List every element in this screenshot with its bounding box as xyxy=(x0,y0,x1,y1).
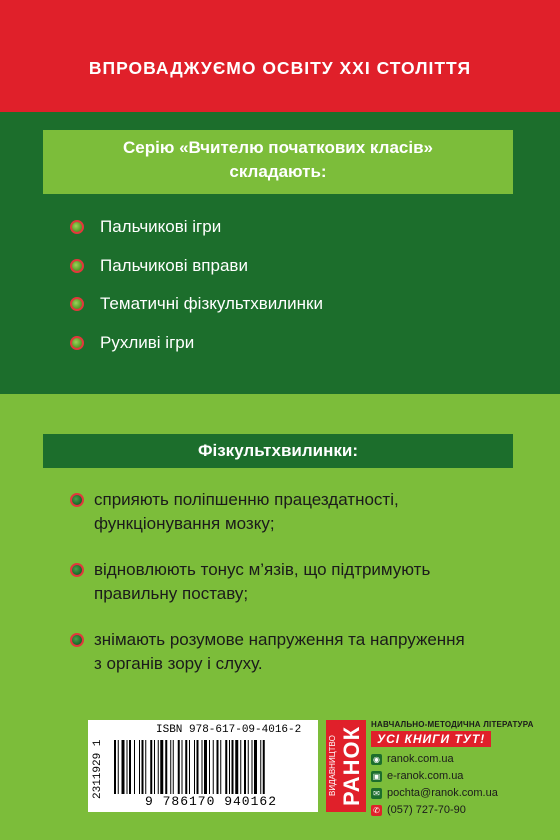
bullet-icon xyxy=(70,563,84,577)
barcode-bar xyxy=(142,740,144,794)
bullet-icon xyxy=(70,297,84,311)
publisher-contacts xyxy=(371,720,551,816)
fizkult-item-line: з органів зору і слуху. xyxy=(94,654,263,673)
series-item-label: Пальчикові вправи xyxy=(100,255,248,275)
barcode xyxy=(88,720,318,812)
barcode-bar xyxy=(254,740,257,794)
fizkult-item-line: функціонування мозку; xyxy=(94,514,275,533)
fizkult-item-text xyxy=(94,488,399,536)
mail-icon: ✉ xyxy=(371,788,382,799)
list-item xyxy=(70,208,510,247)
email-text: pochta@ranok.com.ua xyxy=(387,787,498,799)
barcode-bar xyxy=(114,740,116,794)
barcode-bar xyxy=(134,740,135,794)
fizkult-item-line: знімають розумове напруження та напруження xyxy=(94,630,465,649)
barcode-bar xyxy=(244,740,246,794)
list-item xyxy=(70,247,510,286)
barcode-bar xyxy=(185,740,187,794)
barcode-bar xyxy=(209,740,210,794)
barcode-bar xyxy=(213,740,214,794)
cover-slogan: ВПРОВАДЖУЄМО ОСВІТУ XXI СТОЛІТТЯ xyxy=(88,58,472,78)
barcode-bar xyxy=(229,740,230,794)
publisher-logo xyxy=(326,720,366,812)
publisher-small-label: ВИДАВНИЦТВО xyxy=(328,735,337,797)
barcode-bars xyxy=(112,740,310,794)
bullet-icon xyxy=(70,220,84,234)
barcode-bar xyxy=(129,740,131,794)
barcode-bar xyxy=(240,740,241,794)
literature-label: НАВЧАЛЬНО-МЕТОДИЧНА ЛІТЕРАТУРА xyxy=(371,720,534,729)
barcode-bar xyxy=(202,740,203,794)
barcode-bar xyxy=(263,740,265,794)
list-item xyxy=(70,628,530,676)
bullet-icon xyxy=(70,633,84,647)
barcode-bar xyxy=(139,740,140,794)
phone-icon: ✆ xyxy=(371,805,382,816)
bullet-icon xyxy=(70,259,84,273)
fizkult-item-text xyxy=(94,558,430,606)
barcode-bar xyxy=(122,740,125,794)
eshop-text: e-ranok.com.ua xyxy=(387,770,464,782)
barcode-bar xyxy=(165,740,167,794)
globe-icon: ◉ xyxy=(371,754,382,765)
slogan-badge: УСІ КНИГИ ТУТ! xyxy=(371,731,491,747)
barcode-bar xyxy=(160,740,163,794)
barcode-bar xyxy=(248,740,249,794)
fizkult-item-line: відновлюють тонус м’язів, що підтримують xyxy=(94,560,431,579)
barcode-bar xyxy=(150,740,152,794)
list-item xyxy=(70,285,510,324)
fizkult-item-text xyxy=(94,628,465,676)
list-item xyxy=(70,558,530,606)
series-heading-line1: Серію «Вчителю початкових класів» xyxy=(123,138,433,157)
barcode-bar xyxy=(194,740,195,794)
list-item xyxy=(70,488,530,536)
barcode-bar xyxy=(252,740,253,794)
barcode-bar xyxy=(197,740,199,794)
bullet-icon xyxy=(70,336,84,350)
barcode-number: 9 786170 940162 xyxy=(144,794,278,809)
barcode-bar xyxy=(127,740,128,794)
barcode-bar xyxy=(145,740,146,794)
barcode-bar xyxy=(154,740,155,794)
fizkult-item-line: правильну поставу; xyxy=(94,584,249,603)
cart-icon: ▣ xyxy=(372,771,381,781)
barcode-bar xyxy=(158,740,159,794)
fizkult-list xyxy=(70,488,530,698)
series-heading-line2: складають: xyxy=(229,162,327,181)
eshop-link[interactable] xyxy=(371,770,551,782)
barcode-bar xyxy=(220,740,221,794)
barcode-bar xyxy=(217,740,219,794)
barcode-bar xyxy=(189,740,190,794)
barcode-bar xyxy=(260,740,261,794)
barcode-bar xyxy=(118,740,119,794)
barcode-bar xyxy=(173,740,174,794)
barcode-bar xyxy=(178,740,180,794)
top-red-band xyxy=(0,0,560,112)
email-link[interactable] xyxy=(371,787,551,799)
phone-link[interactable] xyxy=(371,804,551,816)
series-item-label: Пальчикові ігри xyxy=(100,217,222,237)
series-heading-box xyxy=(43,130,513,194)
bullet-icon xyxy=(70,493,84,507)
fizkult-heading: Фізкультхвилинки: xyxy=(43,434,513,468)
site-text: ranok.com.ua xyxy=(387,753,454,765)
barcode-bar xyxy=(182,740,183,794)
barcode-bar xyxy=(204,740,207,794)
isbn-label: ISBN 978-617-09-4016-2 xyxy=(156,724,302,736)
series-item-label: Рухливі ігри xyxy=(100,332,195,352)
publisher-name: РАНОК xyxy=(339,725,364,807)
barcode-bar xyxy=(225,740,227,794)
phone-text: (057) 727-70-90 xyxy=(387,804,466,816)
barcode-bar xyxy=(235,740,238,794)
barcode-bar xyxy=(232,740,234,794)
series-list xyxy=(70,208,510,362)
fizkult-item-line: сприяють поліпшенню працездатності, xyxy=(94,490,399,509)
series-item-label: Тематичні фізкультхвилинки xyxy=(100,294,323,314)
list-item xyxy=(70,324,510,363)
site-link[interactable] xyxy=(371,753,551,765)
barcode-side-code: 2311929 1 xyxy=(92,739,104,799)
barcode-bar xyxy=(170,740,171,794)
